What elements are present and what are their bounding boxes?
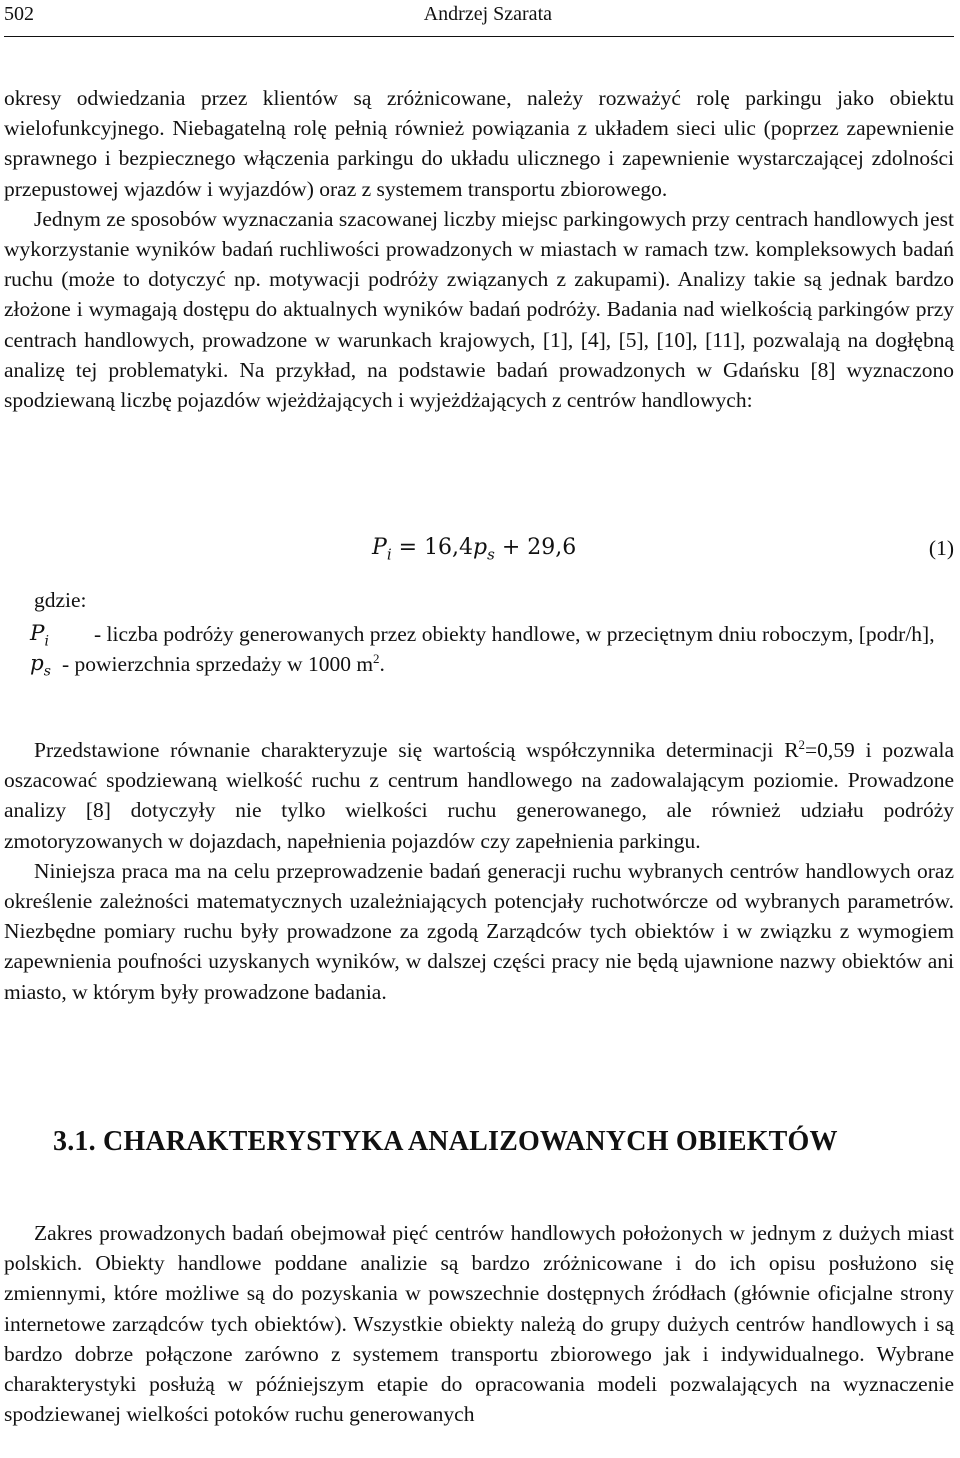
section-heading: 3.1. CHARAKTERYSTYKA ANALIZOWANYCH OBIEKTÓW <box>53 1126 838 1157</box>
equation <box>0 530 960 566</box>
paragraph: okresy odwiedzania przez klientów są zróżnicowane, należy rozważyć rolę parkingu jako obiektu wielofunkcyjnego. Niebagatelną rolę pełnią również powiązania z układem sieci ulic (poprzez zapewnienie sprawnego i bezpiecznego włączenia parkingu do układu ulicznego i zapewnienie wystarczającej zdolności przepustowej wjazdów i wyjazdów) oraz z systemem transportu zbiorowego. <box>4 86 954 201</box>
definition-item <box>4 619 954 649</box>
definition-text: - liczba podróży generowanych przez obiekty handlowe, w przeciętnym dniu roboczym, [podr/h], <box>94 622 935 647</box>
paragraph: Niniejsza praca ma na celu przeprowadzenie badań generacji ruchu wybranych centrów handlowych oraz określenie zależności matematycznych uzależniających potencjały ruchotwórcze od wybranych parametrów. Niezbędne pomiary ruchu były prowadzone za zgodą Zarządców tych obiektów i w związku z wymogiem zapewnienia poufności uzyskanych wyników, w dalszej części pracy nie będą ujawnione nazwy obiektów ani miasto, w którym były prowadzone badania. <box>4 858 954 1004</box>
definition-item <box>4 649 954 679</box>
definition-symbol: $P_i$ <box>30 621 49 650</box>
formula-lhs-symbol: P <box>372 535 387 560</box>
definitions <box>4 585 954 680</box>
running-head-author: Andrzej Szarata <box>423 3 552 25</box>
formula-lhs-subscript: i <box>386 545 392 564</box>
paragraph: Jednym ze sposobów wyznaczania szacowanej liczby miejsc parkingowych przy centrach handlowych jest wykorzystanie wyników badań ruchliwości prowadzonych w miastach w ramach tzw. kompleksowych badań ruchu (może to dotyczyć np. motywacji podróży związanych z zakupami). Analizy takie są jednak bardzo złożone i wymagają dostępu do aktualnych wyników badań podróży. Badania nad wielkością parkingów przy centrach handlowych, prowadzone w warunkach krajowych, [1], [4], [5], [10], [11], pozwalają na dogłębną analizę tej problematyki. Na przykład, na podstawie badań prowadzonych w Gdańsku [8] wyznaczono spodziewaną liczbę pojazdów wjeżdżających i wyjeżdżających z centrów handlowych: <box>4 206 954 413</box>
text-block-section <box>4 1218 954 1429</box>
formula-plus: + <box>501 535 521 560</box>
page-header <box>4 0 952 28</box>
paragraph: Zakres prowadzonych badań obejmował pięć centrów handlowych położonych w jednym z dużych miast polskich. Obiekty handlowe poddane analizie są bardzo zróżnicowane i do ich opisu posłużono się zmiennymi, które możliwe są do pozyskania w powszechnie dostępnych źródłach (głównie oficjalne strony internetowe zarządców tych obiektów). Wszystkie obiekty należą do grupy dużych centrów handlowych i są bardzo dobrze połączone zarówno z systemem transportu zbiorowego jak i indywidualnego. Wybrane charakterystyki posłużą w późniejszym etapie do opracowania modeli pozwalających na wyznaczenie spodziewanej wielkości potoków ruchu generowanych <box>4 1221 954 1427</box>
paragraph: Przedstawione równanie charakteryzuje się wartością współczynnika determinacji $R^2=0,59$ i pozwala oszacować spodziewaną wielkość ruchu z centrum handlowego na zadowalającym poziomie. Prowadzone analizy [8] dotyczyły nie tylko wielkości ruchu generowanego, ale również udziału podróży zmotoryzowanych w dojazdach, napełnienia pojazdów czy zapełnienia parkingu. <box>4 736 954 853</box>
where-label: gdzie: <box>34 588 87 612</box>
formula-coefficient: 16,4 <box>424 535 474 560</box>
formula <box>372 530 576 572</box>
definition-symbol: $p_s$ <box>30 651 51 680</box>
text-block-discussion <box>4 735 954 1007</box>
formula-rhs-symbol: p <box>473 535 488 560</box>
page-number: 502 <box>4 3 34 25</box>
header-rule <box>4 36 954 37</box>
text-block-intro <box>4 83 954 415</box>
formula-constant: 29,6 <box>527 535 577 560</box>
definition-text: - powierzchnia sprzedaży w 1000 $m^2$. <box>62 651 385 677</box>
equation-number: (1) <box>928 536 954 560</box>
formula-rhs-subscript: s <box>487 545 495 564</box>
formula-equals: = <box>398 535 418 560</box>
